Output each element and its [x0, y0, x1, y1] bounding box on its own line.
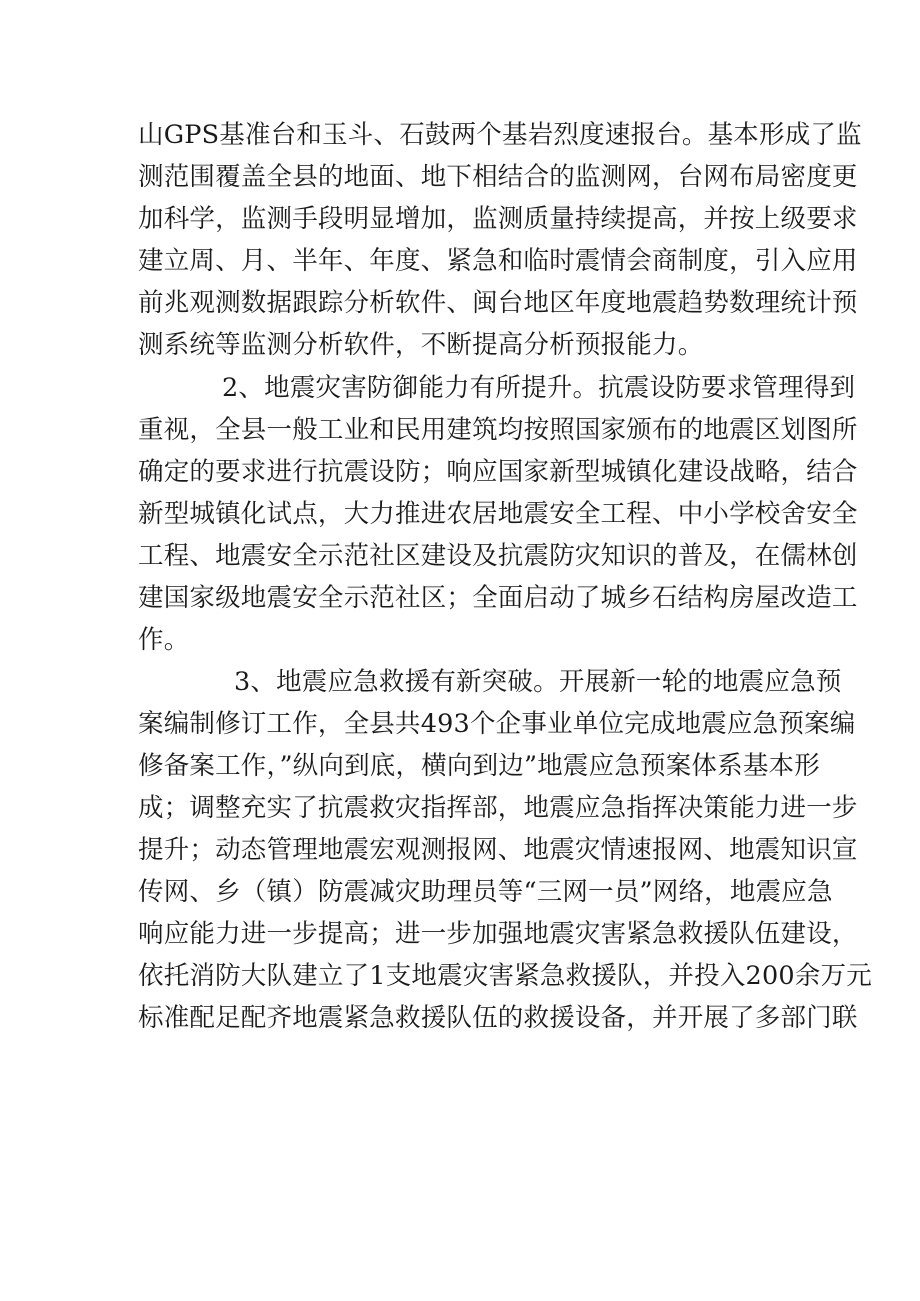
text-line: 山GPS基准台和玉斗、石鼓两个基岩烈度速报台。基本形成了监	[138, 120, 862, 150]
text-line: 工程、地震安全示范社区建设及抗震防灾知识的普及，在儒林创	[138, 541, 858, 571]
text-line: 确定的要求进行抗震设防；响应国家新型城镇化建设战略，结合	[138, 457, 858, 487]
text-line: 提升；动态管理地震宏观测报网、地震灾情速报网、地震知识宣	[138, 835, 858, 865]
text-line: 建国家级地震安全示范社区；全面启动了城乡石结构房屋改造工	[138, 583, 858, 613]
text-line: 测范围覆盖全县的地面、地下相结合的监测网，台网布局密度更	[138, 162, 858, 192]
text-line: 依托消防大队建立了1支地震灾害紧急救援队，并投入200余万元	[138, 961, 872, 991]
text-line: 前兆观测数据跟踪分析软件、闽台地区年度地震趋势数理统计预	[138, 288, 858, 318]
text-line: 成；调整充实了抗震救灾指挥部，地震应急指挥决策能力进一步	[138, 793, 858, 823]
text-line: 加科学，监测手段明显增加，监测质量持续提高，并按上级要求	[138, 204, 858, 234]
text-line: 响应能力进一步提高；进一步加强地震灾害紧急救援队伍建设，	[138, 919, 858, 949]
text-line: 建立周、月、半年、年度、紧急和临时震情会商制度，引入应用	[138, 246, 858, 276]
text-line: 传网、乡（镇）防震减灾助理员等“三网一员”网络，地震应急	[138, 877, 833, 907]
text-line: 重视，全县一般工业和民用建筑均按照国家颁布的地震区划图所	[138, 415, 858, 445]
text-line: 测系统等监测分析软件，不断提高分析预报能力。	[138, 330, 704, 360]
text-line: 作。	[138, 625, 190, 655]
paragraph-start: 3、地震应急救援有新突破。开展新一轮的地震应急预	[234, 667, 842, 697]
text-line: 案编制修订工作，全县共493个企事业单位完成地震应急预案编	[138, 709, 856, 739]
paragraph-start: 2、地震灾害防御能力有所提升。抗震设防要求管理得到	[222, 373, 856, 403]
text-line: 新型城镇化试点，大力推进农居地震安全工程、中小学校舍安全	[138, 499, 858, 529]
text-line: 修备案工作，”纵向到底，横向到边”地震应急预案体系基本形	[138, 751, 820, 781]
text-line: 标准配足配齐地震紧急救援队伍的救援设备，并开展了多部门联	[138, 1003, 858, 1033]
